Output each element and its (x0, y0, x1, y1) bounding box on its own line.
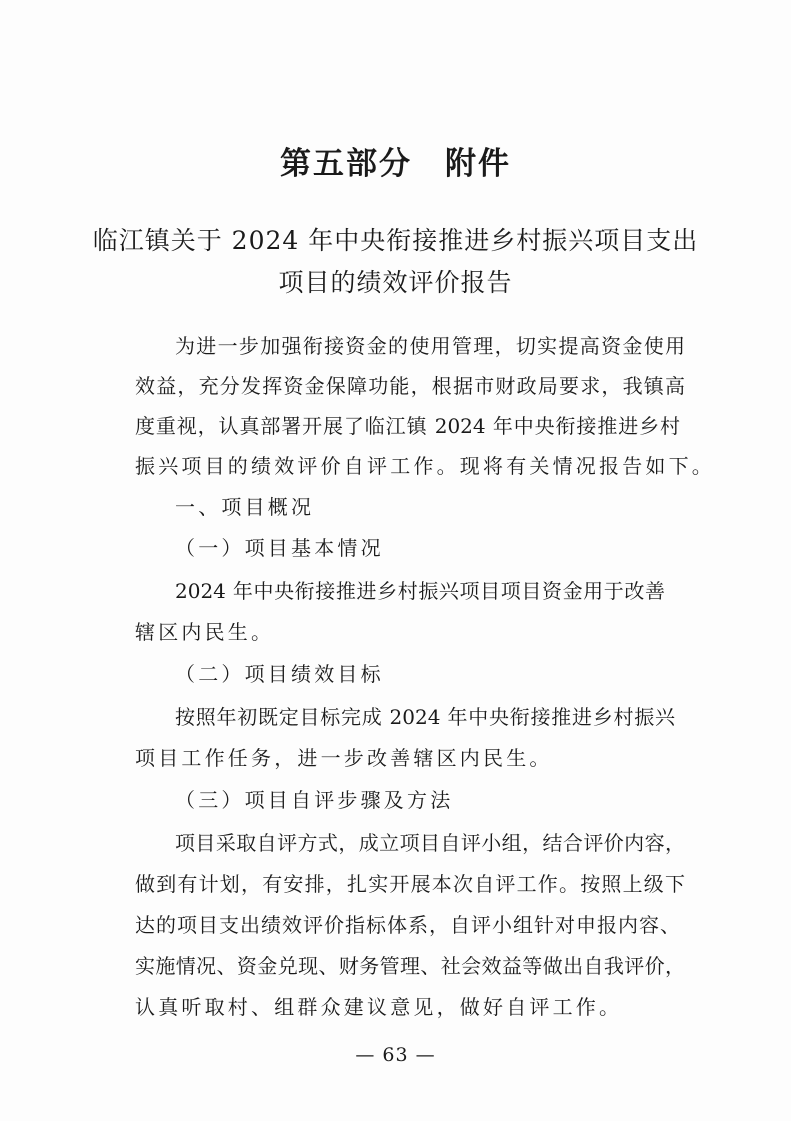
subsection-3-line-3: 达的项目支出绩效评价指标体系，自评小组针对申报内容、 (135, 913, 680, 937)
intro-line-1: 为进一步加强衔接资金的使用管理，切实提高资金使用 (175, 334, 685, 358)
subsection-heading-2: （二）项目绩效目标 (175, 662, 384, 686)
intro-line-2: 效益，充分发挥资金保障功能，根据市财政局要求，我镇高 (135, 374, 685, 398)
intro-line-4: 振兴项目的绩效评价自评工作。现将有关情况报告如下。 (135, 454, 715, 478)
subsection-1-line-2: 辖区内民生。 (135, 620, 275, 644)
intro-line-3: 度重视，认真部署开展了临江镇 2024 年中央衔接推进乡村 (135, 414, 680, 438)
part-title: 第五部分 附件 (280, 146, 511, 182)
subsection-3-line-5: 认真听取村、组群众建议意见，做好自评工作。 (135, 995, 623, 1019)
subsection-1-line-1: 2024 年中央衔接推进乡村振兴项目项目资金用于改善 (175, 579, 665, 603)
section-heading-1: 一、项目概况 (175, 495, 315, 519)
page-number: — 63 — (355, 1044, 436, 1066)
subsection-3-line-4: 实施情况、资金兑现、财务管理、社会效益等做出自我评价， (135, 954, 685, 978)
subsection-heading-1: （一）项目基本情况 (175, 536, 384, 560)
report-title-line-2: 项目的绩效评价报告 (278, 268, 513, 297)
subsection-3-line-2: 做到有计划，有安排，扎实开展本次自评工作。按照上级下 (135, 872, 685, 896)
subsection-heading-3: （三）项目自评步骤及方法 (175, 788, 454, 812)
subsection-2-line-2: 项目工作任务，进一步改善辖区内民生。 (135, 746, 553, 770)
subsection-2-line-1: 按照年初既定目标完成 2024 年中央衔接推进乡村振兴 (175, 705, 675, 729)
report-title-line-1: 临江镇关于 2024 年中央衔接推进乡村振兴项目支出 (92, 226, 699, 255)
subsection-3-line-1: 项目采取自评方式，成立项目自评小组，结合评价内容， (175, 831, 685, 855)
